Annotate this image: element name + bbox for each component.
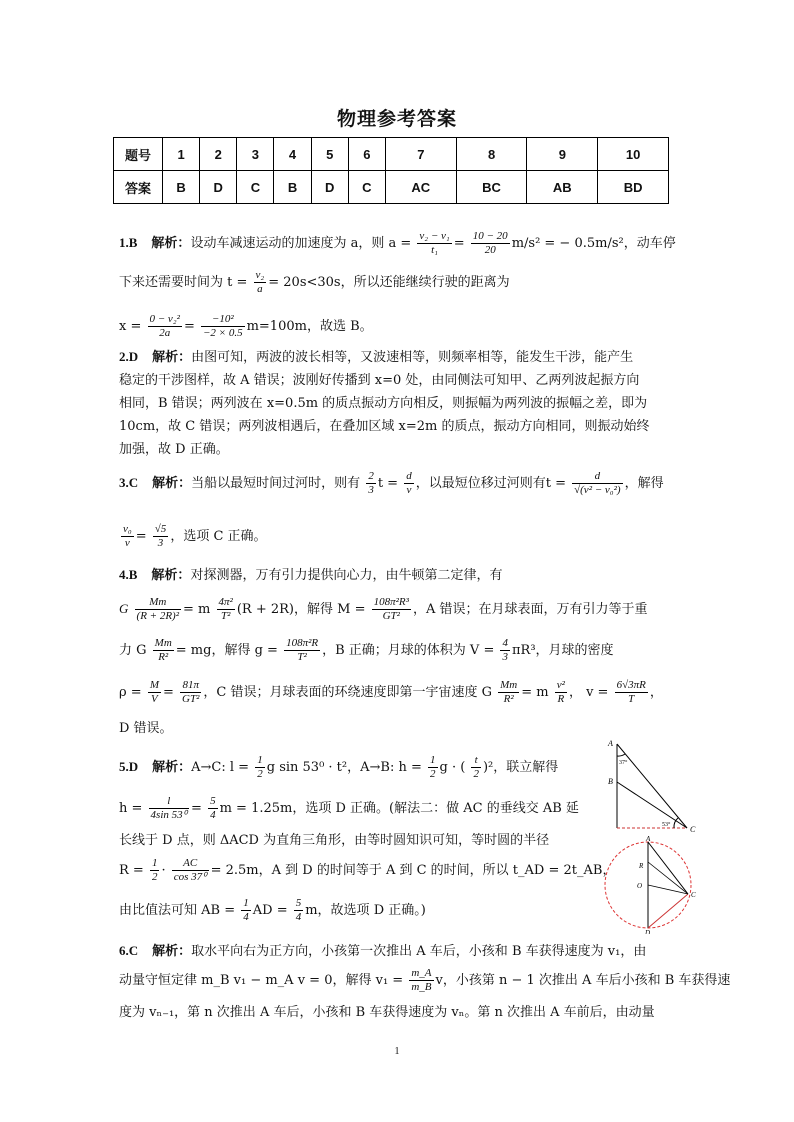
q2-label: 解析：: [152, 350, 192, 365]
frac-num: v²: [556, 679, 565, 691]
frac-den: (R + 2R)²: [136, 610, 180, 622]
q2-line: 相同，B 错误；两列波在 x=0.5m 的质点振动方向相反，则振幅为两列波的振幅之差，即为: [119, 396, 648, 411]
q1-text: m=100m，故选 B。: [246, 319, 373, 334]
q4-text: 对探测器，万有引力提供向心力，由牛顿第二定律，有: [190, 568, 503, 583]
frac-den: 2: [257, 768, 263, 780]
q5-text: 长线于 D 点，则 ΔACD 为直角三角形，由等时圆知识可知，等时圆的半径: [119, 833, 550, 848]
q3-text: t =: [377, 476, 399, 491]
frac-num: 1: [430, 754, 436, 766]
frac-den: a: [257, 283, 263, 295]
frac-den: T²: [297, 651, 307, 663]
q1-fraction: [148, 313, 182, 340]
table-cell: 4: [274, 138, 311, 171]
frac-num: −10²: [201, 313, 245, 327]
fig1-angle-37: 37°: [619, 760, 628, 766]
frac-num: √5: [154, 523, 167, 535]
q5-fraction: [172, 857, 209, 884]
q4-fraction: [615, 679, 648, 706]
q4-fraction: [135, 596, 182, 623]
table-cell: 10: [598, 138, 669, 171]
table-cell: 7: [385, 138, 456, 171]
frac-den: T²: [220, 610, 231, 622]
q4-text: ，A 错误；在月球表面，万有引力等于重: [412, 602, 648, 617]
q1-fraction: [471, 230, 510, 257]
frac-den: 4sin 53⁰: [150, 809, 188, 821]
q4-fraction: [500, 637, 510, 664]
frac-den: v: [406, 484, 412, 496]
q2-number: 2.D: [119, 349, 139, 364]
table-cell: C: [237, 171, 274, 204]
table-cell: 1: [163, 138, 200, 171]
q5-text: h =: [119, 801, 143, 816]
q6-text: 度为 vₙ₋₁，第 n 次推出 A 车后，小孩和 B 车获得速度为 vₙ。第 n 次推出 A 车前后，由动量: [119, 1005, 655, 1020]
frac-num: m_A: [411, 967, 432, 979]
q4-fraction: [555, 679, 567, 706]
q3-line2: [119, 522, 674, 552]
frac-den: 2: [151, 871, 158, 883]
frac-den: 3: [368, 484, 374, 496]
q4-text: πR³，月球的密度: [511, 643, 614, 658]
q5-fraction: [471, 754, 481, 781]
q1-text: x =: [119, 319, 142, 334]
frac-den: V: [151, 693, 158, 705]
q4-line2: [119, 594, 674, 625]
q4-text: ρ =: [119, 685, 142, 700]
frac-den: 4: [243, 911, 249, 923]
table-cell: C: [348, 171, 385, 204]
q3-text: t =: [545, 476, 566, 491]
table-cell: B: [163, 171, 200, 204]
q5-line5: [119, 896, 599, 926]
frac-num: 10 − 20: [472, 230, 508, 242]
q5-text: ·: [161, 863, 166, 878]
q5-text: =: [191, 801, 202, 816]
fig2-label-d: D: [645, 929, 651, 934]
q1-fraction: [254, 269, 267, 296]
q4-text: = m: [183, 602, 211, 617]
q2-line: 10cm，故 C 错误；两列波相遇后，在叠加区域 x=2m 的质点，振动方向相同，则振动始终: [119, 419, 650, 434]
q1-fraction: [201, 313, 245, 340]
frac-num: v₀: [123, 523, 132, 535]
q4-fraction: [284, 637, 320, 664]
q5-label: 解析：: [152, 760, 192, 775]
q4-label: 解析：: [151, 568, 191, 583]
q3-fraction: [404, 470, 414, 497]
table-answer-label: 答案: [114, 171, 163, 204]
q3-text: ，选项 C 正确。: [170, 529, 267, 544]
q5-text: R =: [119, 863, 144, 878]
q5-text: m = 1.25m，选项 D 正确。(解法二：做 AC 的垂线交 AB 延: [219, 801, 579, 816]
q4-text: D 错误。: [119, 721, 173, 736]
q6-number: 6.C: [119, 943, 139, 958]
frac-num: 108π²R³: [373, 596, 409, 608]
q4-line5: [119, 714, 674, 744]
q2-line: 加强，故 D 正确。: [119, 442, 229, 457]
q3-number: 3.C: [119, 475, 139, 490]
frac-den: R²: [158, 651, 169, 663]
frac-num: 5: [295, 897, 302, 909]
q5-fraction: [294, 897, 304, 924]
q3-line1: [119, 468, 674, 499]
fig1-angle-arc-37: [617, 754, 625, 756]
q5-text: )²，联立解得: [482, 760, 559, 775]
q5-number: 5.D: [119, 759, 139, 774]
table-cell: D: [311, 171, 348, 204]
frac-num: 2: [368, 470, 374, 482]
q4-fraction: [180, 679, 201, 706]
frac-num: 1: [151, 857, 158, 869]
table-cell: 2: [200, 138, 237, 171]
fig1-line-ac: [617, 744, 687, 828]
table-cell: 8: [456, 138, 527, 171]
q2-line: [119, 345, 674, 369]
frac-num: d: [572, 470, 622, 484]
frac-den: cos 37⁰: [173, 871, 207, 883]
frac-num: Mm: [154, 637, 172, 649]
table-cell: 6: [348, 138, 385, 171]
q2-text: 由图可知，两波的波长相等，又波速相等，则频率相等，能发生干涉，能产生: [191, 350, 634, 365]
q5-line1: [119, 752, 599, 783]
q4-fraction: [153, 637, 174, 664]
table-header-label: 题号: [114, 138, 163, 171]
frac-num: 5: [210, 795, 216, 807]
q3-fraction: [153, 523, 169, 550]
q1-text: m/s² = − 0.5m/s²，动车停: [511, 236, 676, 251]
frac-num: 6√3πR: [616, 679, 646, 691]
table-cell: AB: [527, 171, 598, 204]
q6-text: 动量守恒定律 m_B v₁ − m_A v = 0，解得 v₁ =: [119, 973, 404, 988]
q5-line2: [119, 794, 599, 824]
frac-num: 4π²: [218, 596, 233, 608]
q6-fraction: [409, 967, 433, 994]
q1-line1: 1.B 解析：设动车减速运动的加速度为 a，则 a = $\frac{\text{v₂ − v₁}}{\text{t₁}}$ = $\frac{10 - 20}{20}$ m/s² = − 0.5m/s²，动车停: [119, 230, 676, 256]
q5-text: 由比值法可知 AB =: [119, 903, 236, 918]
q5-fraction: [241, 897, 251, 924]
q3-text: ，以最短位移过河则有: [415, 476, 546, 491]
frac-num: AC: [172, 857, 209, 871]
q5-fraction: [428, 754, 438, 781]
q2-block: [119, 345, 674, 461]
q4-text: = mg，解得 g =: [175, 643, 278, 658]
page-number: 1: [394, 1046, 400, 1057]
frac-den: 4: [210, 809, 216, 821]
q5-fraction: [208, 795, 218, 822]
q5-line3: [119, 826, 599, 856]
frac-den: GT²: [382, 610, 400, 622]
q3-text: 当船以最短时间过河时，则有: [191, 476, 361, 491]
table-cell: 9: [527, 138, 598, 171]
frac-num: d: [406, 470, 412, 482]
q1-text: 下来还需要时间为 t =: [119, 275, 248, 290]
q3-fraction: [572, 470, 622, 497]
frac-den: GT²: [182, 693, 200, 705]
table-cell: BC: [456, 171, 527, 204]
q4-line3: [119, 636, 674, 666]
table-row-numbers: [114, 138, 669, 171]
q3-fraction: [366, 470, 376, 497]
q1-text: 设动车减速运动的加速度为 a，则 a =: [190, 236, 412, 251]
table-cell: B: [274, 171, 311, 204]
q4-text: 力 G: [119, 643, 147, 658]
q4-text: ，C 错误；月球表面的环绕速度即第一宇宙速度 G: [203, 685, 492, 700]
fig1-angle-53: 53°: [662, 822, 671, 828]
q1-number: 1.B: [119, 235, 138, 250]
q3-fraction: [121, 523, 134, 550]
q5-text: A→C: l =: [191, 760, 250, 775]
q4-text: ，: [649, 685, 663, 700]
page-title: 物理参考答案: [336, 108, 457, 130]
q5-text: AD =: [252, 903, 288, 918]
fig2-label-o: O: [637, 882, 643, 890]
fig2-label-r: R: [639, 862, 644, 870]
q1-line3: x = $\frac{\text{0 − v₂²}}{2a}$ = $\frac{\text{−10²}}{-2 \times 0.5}$ m=100m，故选 B。: [119, 313, 373, 339]
q4-fraction: [372, 596, 411, 623]
frac-num: 1: [243, 897, 249, 909]
q4-fraction: [217, 596, 235, 623]
frac-den: 3: [157, 537, 164, 549]
q6-label: 解析：: [152, 944, 192, 959]
frac-den: 2: [430, 768, 436, 780]
table-row-answers: [114, 171, 669, 204]
frac-num: t: [471, 754, 481, 768]
frac-den: 20: [484, 244, 496, 256]
q4-text: ，B 正确；月球的体积为 V =: [322, 643, 495, 658]
frac-num: Mm: [135, 596, 182, 610]
q1-text: = 20s<30s，所以还能继续行驶的距离为: [268, 275, 510, 290]
q4-fraction: [498, 679, 519, 706]
q6-line2: [119, 966, 731, 996]
figure-isochronous-circle: [596, 834, 706, 934]
table-cell: AC: [385, 171, 456, 204]
q4-line4: [119, 678, 674, 708]
q5-text: g sin 53⁰ · t²，A→B: h =: [266, 760, 422, 775]
q6-text: v，小孩第 n − 1 次推出 A 车后小孩和 B 车获得速: [435, 973, 731, 988]
frac-num: 108π²R: [286, 637, 319, 649]
q4-text: = m: [521, 685, 549, 700]
table-cell: 3: [237, 138, 274, 171]
frac-den: R²: [503, 693, 514, 705]
frac-num: l: [149, 795, 190, 809]
q6-line1: [119, 936, 674, 967]
frac-den: √(v² − v₀²): [574, 484, 621, 496]
table-cell: 5: [311, 138, 348, 171]
q5-line4: [119, 856, 616, 886]
fig2-label-c: C: [691, 891, 696, 899]
table-cell: BD: [598, 171, 669, 204]
frac-num: 1: [257, 754, 263, 766]
frac-den: 3: [502, 651, 508, 663]
q2-line: 稳定的干涉图样，故 A 错误；波刚好传播到 x=0 处，由同侧法可知甲、乙两列波起振方向: [119, 373, 640, 388]
q5-fraction: [149, 795, 190, 822]
frac-num: v₂ − v₁: [419, 230, 450, 242]
q1-label: 解析：: [151, 236, 191, 251]
frac-num: Mm: [500, 679, 518, 691]
q4-line1: [119, 560, 674, 591]
q5-text: g · (: [439, 760, 466, 775]
q4-fraction: [148, 679, 161, 706]
q6-line3: [119, 998, 674, 1028]
frac-den: 2: [473, 768, 479, 780]
q3-label: 解析：: [152, 476, 192, 491]
frac-den: t₁: [431, 244, 438, 256]
frac-num: 0 − v₂²: [149, 313, 180, 325]
fig2-label-a: A: [646, 835, 651, 843]
q3-text: ，解得: [624, 476, 664, 491]
frac-den: m_B: [411, 981, 432, 993]
frac-den: R: [557, 693, 565, 705]
fig1-line-bc: [617, 782, 687, 828]
table-cell: D: [200, 171, 237, 204]
q3-text: =: [135, 529, 147, 544]
q4-text: ， v =: [568, 685, 609, 700]
figure-triangle: [596, 734, 706, 834]
frac-num: M: [149, 679, 159, 691]
q5-fraction: [255, 754, 265, 781]
answer-table: [113, 137, 669, 204]
q4-text: =: [162, 685, 174, 700]
q4-number: 4.B: [119, 567, 138, 582]
frac-den: T: [628, 693, 635, 705]
q4-text: (R + 2R)，解得 M =: [236, 602, 366, 617]
q6-text: 取水平向右为正方向，小孩第一次推出 A 车后，小孩和 B 车获得速度为 v₁，由: [191, 944, 647, 959]
q5-fraction: [150, 857, 160, 884]
q5-text: = 2.5m，A 到 D 的时间等于 A 到 C 的时间，所以 t_AD = 2t_AB，: [210, 863, 616, 878]
fig1-label-a: A: [608, 739, 613, 748]
fig1-label-b: B: [608, 777, 613, 786]
frac-den: −2 × 0.5: [202, 327, 243, 339]
q4-text: G: [119, 601, 129, 616]
frac-den: v: [124, 537, 130, 549]
q5-text: m，故选项 D 正确。): [305, 903, 426, 918]
frac-den: 2a: [159, 327, 171, 339]
frac-num: 81π: [180, 679, 201, 693]
q1-fraction: [417, 230, 451, 257]
frac-den: 4: [295, 911, 302, 923]
frac-num: 4: [502, 637, 508, 649]
frac-num: v₂: [255, 269, 265, 281]
fig1-label-c: C: [690, 825, 696, 834]
q1-line2: [119, 268, 674, 298]
